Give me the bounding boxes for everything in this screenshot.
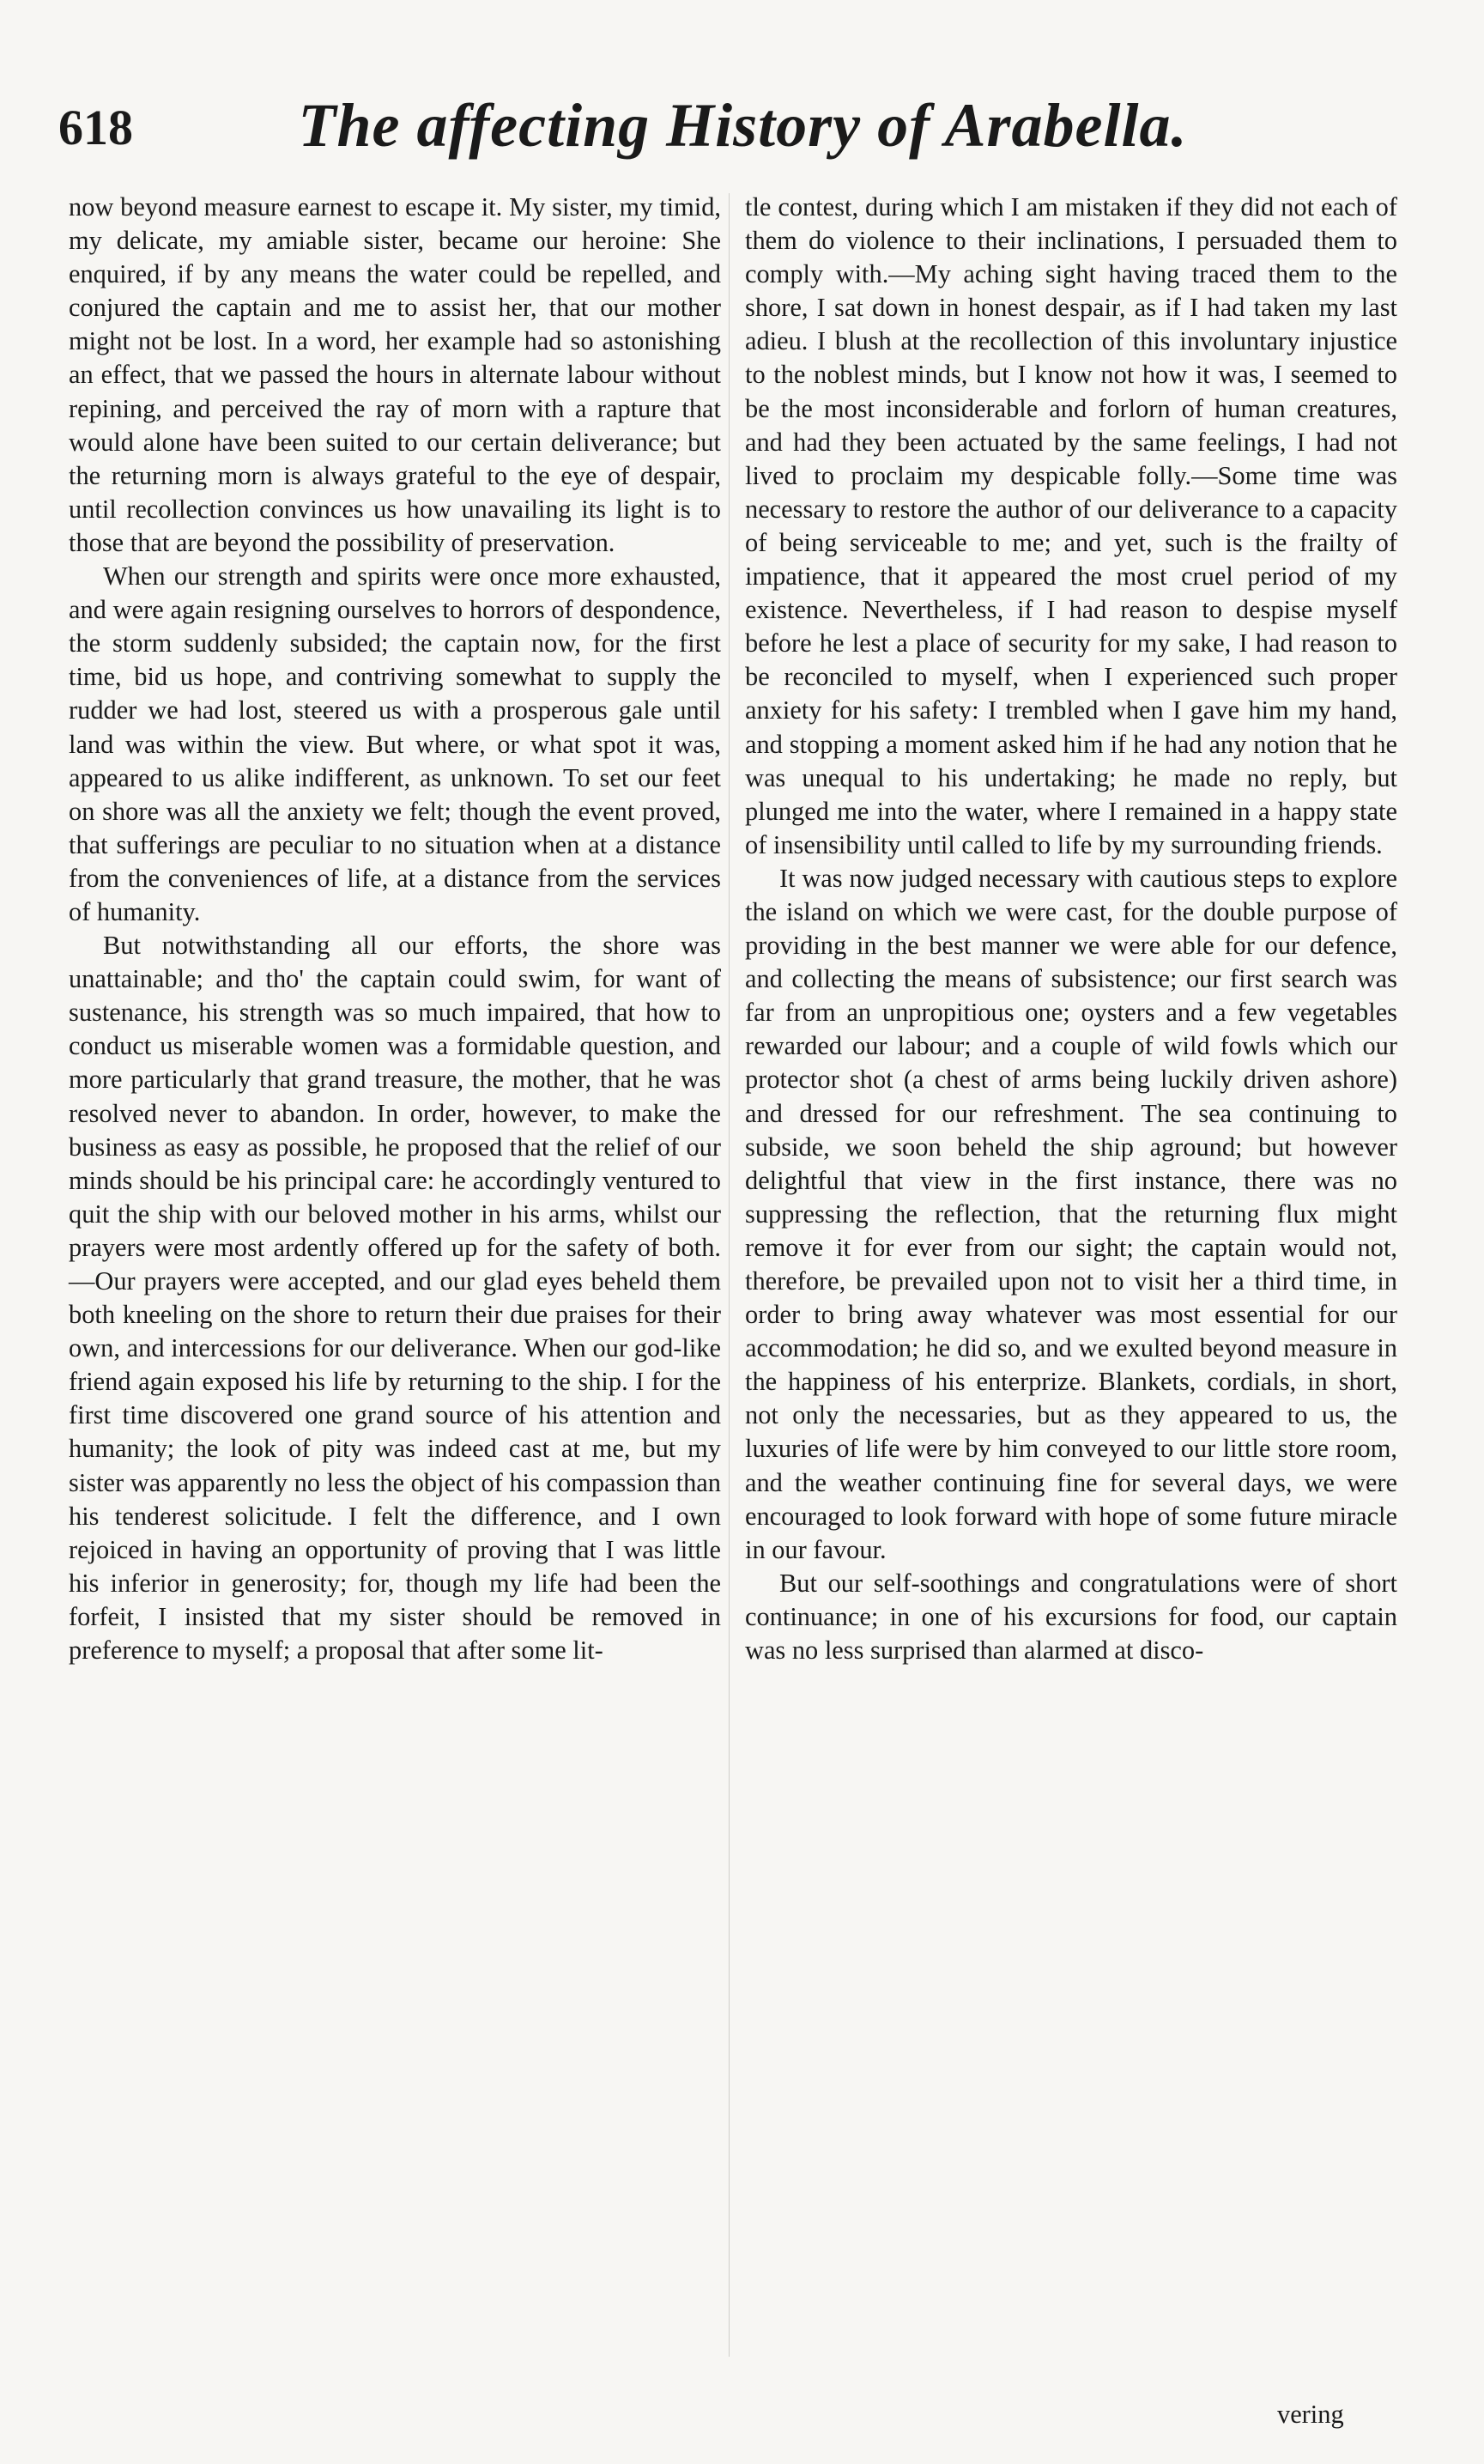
paragraph: When our strength and spirits were once more exhausted, and were again resigning ourselves to horrors of despondence, the storm suddenly subsided; the captain now, for the first time, bid us hope, and contriving somewhat to supply the rudder we had lost, steered us with a prosperous gale until land was within the view. But where, or what spot it was, appeared to us alike indifferent, as unknown. To set our feet on shore was all the anxiety we felt; though the event proved, that sufferings are peculiar to no situation when at a distance from the conveniences of life, at a distance from the services of humanity. <box>69 561 721 926</box>
paragraph: It was now judged necessary with cautious steps to explore the island on which we were cast, for the double purpose of providing in the best manner we were able for our defence, and collecting the means of subsistence; our first search was far from an unpropitious one; oysters and a few vegetables rewarded our labour; and a couple of wild fowls which our protector shot (a chest of arms being luckily driven ashore) and dressed for our refreshment. The sea continuing to subside, we soon beheld the ship aground; but however delightful that view in the first instance, there was no suppressing the reflection, that the returning flux might remove it for ever from our sight; the captain would not, therefore, be prevailed upon not to visit her a third time, in order to bring away whatever was most essential for our accommodation; he did so, and we exulted beyond measure in the happiness of his enterprize. Blankets, cordials, in short, not only the necessaries, but as they appeared to us, the luxuries of life were by him conveyed to our little store room, and the weather continuing fine for several days, we were encouraged to look forward with hope of some future miracle in our favour. <box>745 863 1397 1564</box>
running-title: The affecting History of Arabella. <box>298 91 1188 160</box>
paragraph: now beyond measure earnest to escape it. My sister, my timid, my delicate, my amiable sister, became our heroine: She enquired, if by any means the water could be repelled, and conjured the captain and me to assist her, that our mother might not be lost. In a word, her example had so astonishing an effect, that we passed the hours in alternate labour without repining, and perceived the ray of morn with a rapture that would alone have been suited to our certain deliverance; but the returning morn is always grateful to the eye of despair, until recollection convinces us how unavailing its light is to those that are beyond the possibility of preservation. <box>69 192 721 557</box>
page-header <box>58 90 1427 167</box>
paragraph: tle contest, during which I am mistaken if they did not each of them do violence to their inclinations, I persuaded them to comply with.—My aching sight having traced them to the shore, I sat down in honest despair, as if I had taken my last adieu. I blush at the recollection of this involuntary injustice to the noblest minds, but I know not how it was, I seemed to be the most inconsiderable and forlorn of human creatures, and had they been actuated by the same feelings, I had not lived to proclaim my despicable folly.—Some time was necessary to restore the author of our deliverance to a capacity of being serviceable to me; and yet, such is the frailty of impatience, that it appeared the most cruel period of my existence. Nevertheless, if I had reason to despise myself before he lest a place of security for my sake, I had reason to be reconciled to myself, when I experienced such proper anxiety for his safety: I trembled when I gave him my hand, and stopping a moment asked him if he had any notion that he was unequal to his undertaking; he made no reply, but plunged me into the water, where I remained in a happy state of insensibility until called to life by my surrounding friends. <box>745 192 1397 859</box>
page-number: 618 <box>58 100 133 155</box>
catchword: vering <box>1277 2400 1344 2429</box>
paragraph: But notwithstanding all our efforts, the shore was unattainable; and tho' the captain could swim, for want of sustenance, his strength was so much impaired, that how to conduct us miserable women was a formidable question, and more particularly that grand treasure, the mother, that he was resolved never to abandon. In order, however, to make the business as easy as possible, he proposed that the relief of our minds should be his principal care: he accordingly ventured to quit the ship with our beloved mother in his arms, whilst our prayers were most ardently offered up for the safety of both.—Our prayers were accepted, and our glad eyes beheld them both kneeling on the shore to return their due praises for their own, and intercessions for our deliverance. When our god-like friend again exposed his life by returning to the ship. I for the first time discovered one grand source of his attention and humanity; the look of pity was indeed cast at me, but my sister was apparently no less the object of his compassion than his tenderest solicitude. I felt the difference, and I own rejoiced in having an opportunity of proving that I was little his inferior in generosity; for, though my life had been the forfeit, I insisted that my sister should be removed in preference to myself; a proposal that after some lit- <box>69 931 721 1666</box>
left-column <box>69 191 721 1667</box>
right-column <box>745 191 1397 1667</box>
paragraph: But our self-soothings and congratulations were of short continuance; in one of his excursions for food, our captain was no less surprised than alarmed at disco- <box>745 1568 1397 1666</box>
column-divider <box>729 193 730 2357</box>
